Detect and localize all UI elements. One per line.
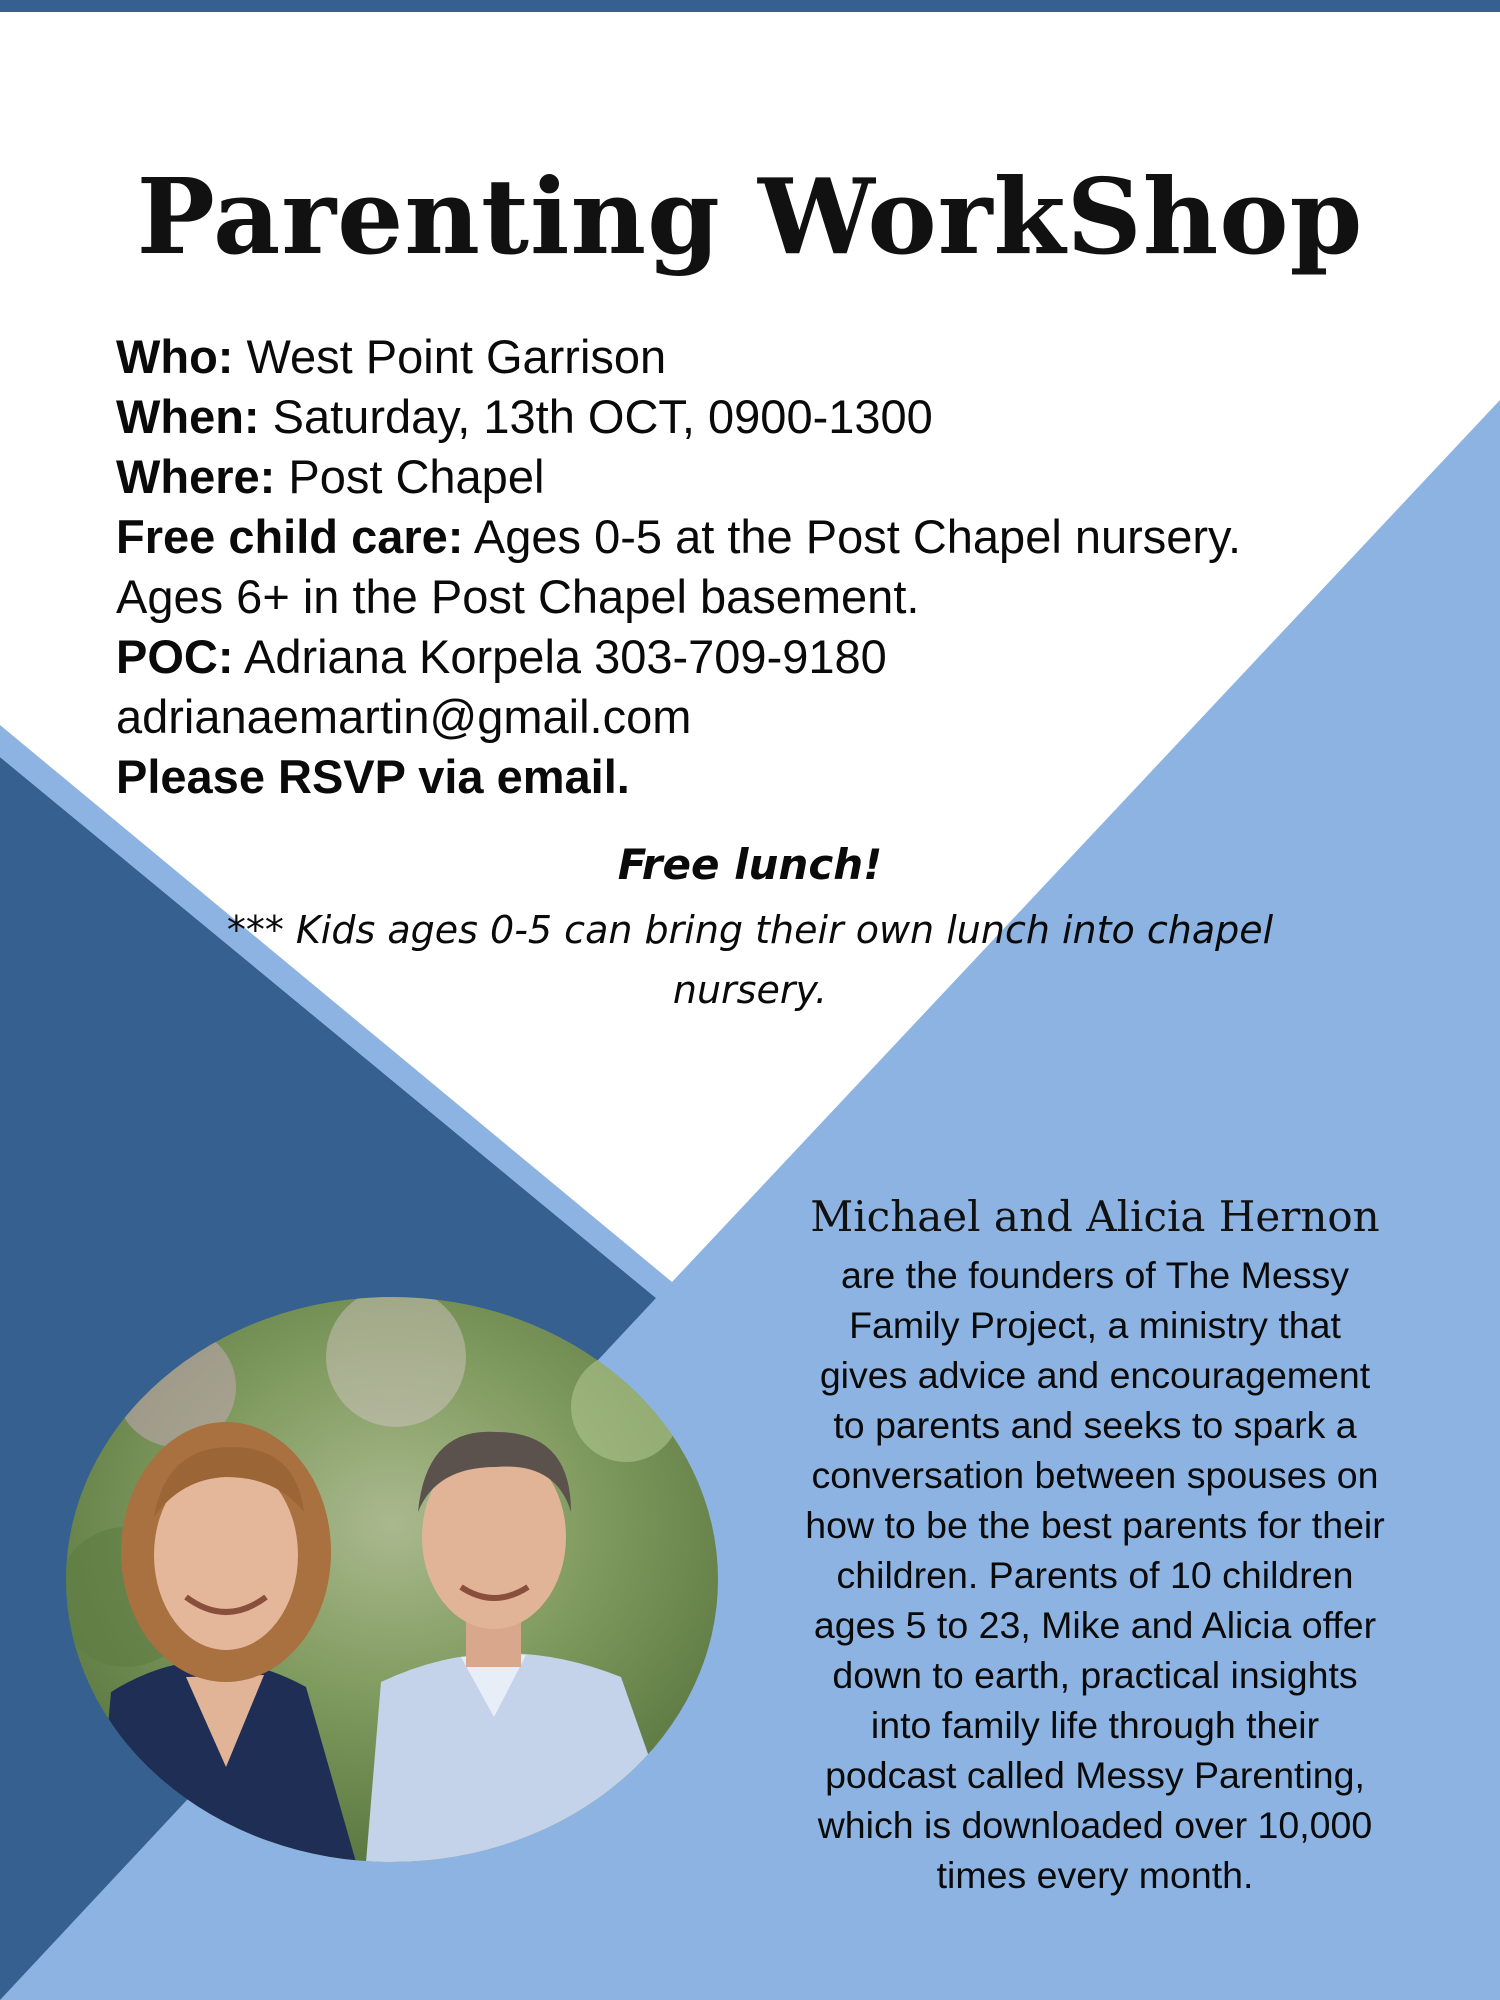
bio-line: to parents and seeks to spark a [833, 1404, 1357, 1446]
childcare-label: Free child care: [116, 510, 464, 563]
rsvp-line [116, 747, 1416, 807]
kids-note-line-2: nursery. [672, 968, 828, 1012]
who-value: West Point Garrison [233, 330, 667, 383]
kids-note-line-1: *** Kids ages 0-5 can bring their own lunch into chapel [226, 908, 1274, 952]
kids-lunch-note [175, 900, 1325, 1020]
page-title: Parenting WorkShop [136, 155, 1364, 278]
bio-line: children. Parents of 10 children [836, 1554, 1354, 1596]
where-label: Where: [116, 450, 276, 503]
poc-label: POC: [116, 630, 234, 683]
childcare-line [116, 507, 1416, 567]
bio-line: into family life through their [870, 1704, 1320, 1746]
bio-line: are the founders of The Messy [841, 1254, 1349, 1296]
childcare-value: Ages 0-5 at the Post Chapel nursery. [463, 510, 1242, 563]
bio-line: conversation between spouses on [811, 1454, 1379, 1496]
event-details [116, 327, 1416, 807]
bio-line: down to earth, practical insights [832, 1654, 1358, 1696]
speakers-bio [760, 1250, 1430, 1900]
bio-line: podcast called Messy Parenting, [825, 1754, 1365, 1796]
rsvp-text: Please RSVP via email. [116, 750, 630, 803]
couple-photo [66, 1297, 718, 1862]
bio-line: ages 5 to 23, Mike and Alicia offer [813, 1604, 1377, 1646]
poc-value: Adriana Korpela 303-709-9180 [233, 630, 887, 683]
speakers-name: Michael and Alicia Hernon [810, 1192, 1380, 1241]
free-lunch-headline: Free lunch! [617, 840, 883, 889]
where-line [116, 447, 1416, 507]
bio-line: gives advice and encouragement [819, 1354, 1371, 1396]
poc-line [116, 627, 1416, 687]
couple-photo-illustration [66, 1297, 718, 1862]
when-label: When: [116, 390, 260, 443]
who-label: Who: [116, 330, 234, 383]
email-address: adrianaemartin@gmail.com [116, 690, 692, 743]
bio-line: how to be the best parents for their [805, 1504, 1385, 1546]
bio-line: Family Project, a ministry that [849, 1304, 1341, 1346]
bio-line: which is downloaded over 10,000 [817, 1804, 1373, 1846]
when-value: Saturday, 13th OCT, 0900-1300 [259, 390, 933, 443]
who-line [116, 327, 1416, 387]
bio-line: times every month. [936, 1854, 1254, 1896]
childcare-line-2: Ages 6+ in the Post Chapel basement. [116, 570, 920, 623]
where-value: Post Chapel [275, 450, 545, 503]
top-bar [0, 0, 1500, 12]
when-line [116, 387, 1416, 447]
